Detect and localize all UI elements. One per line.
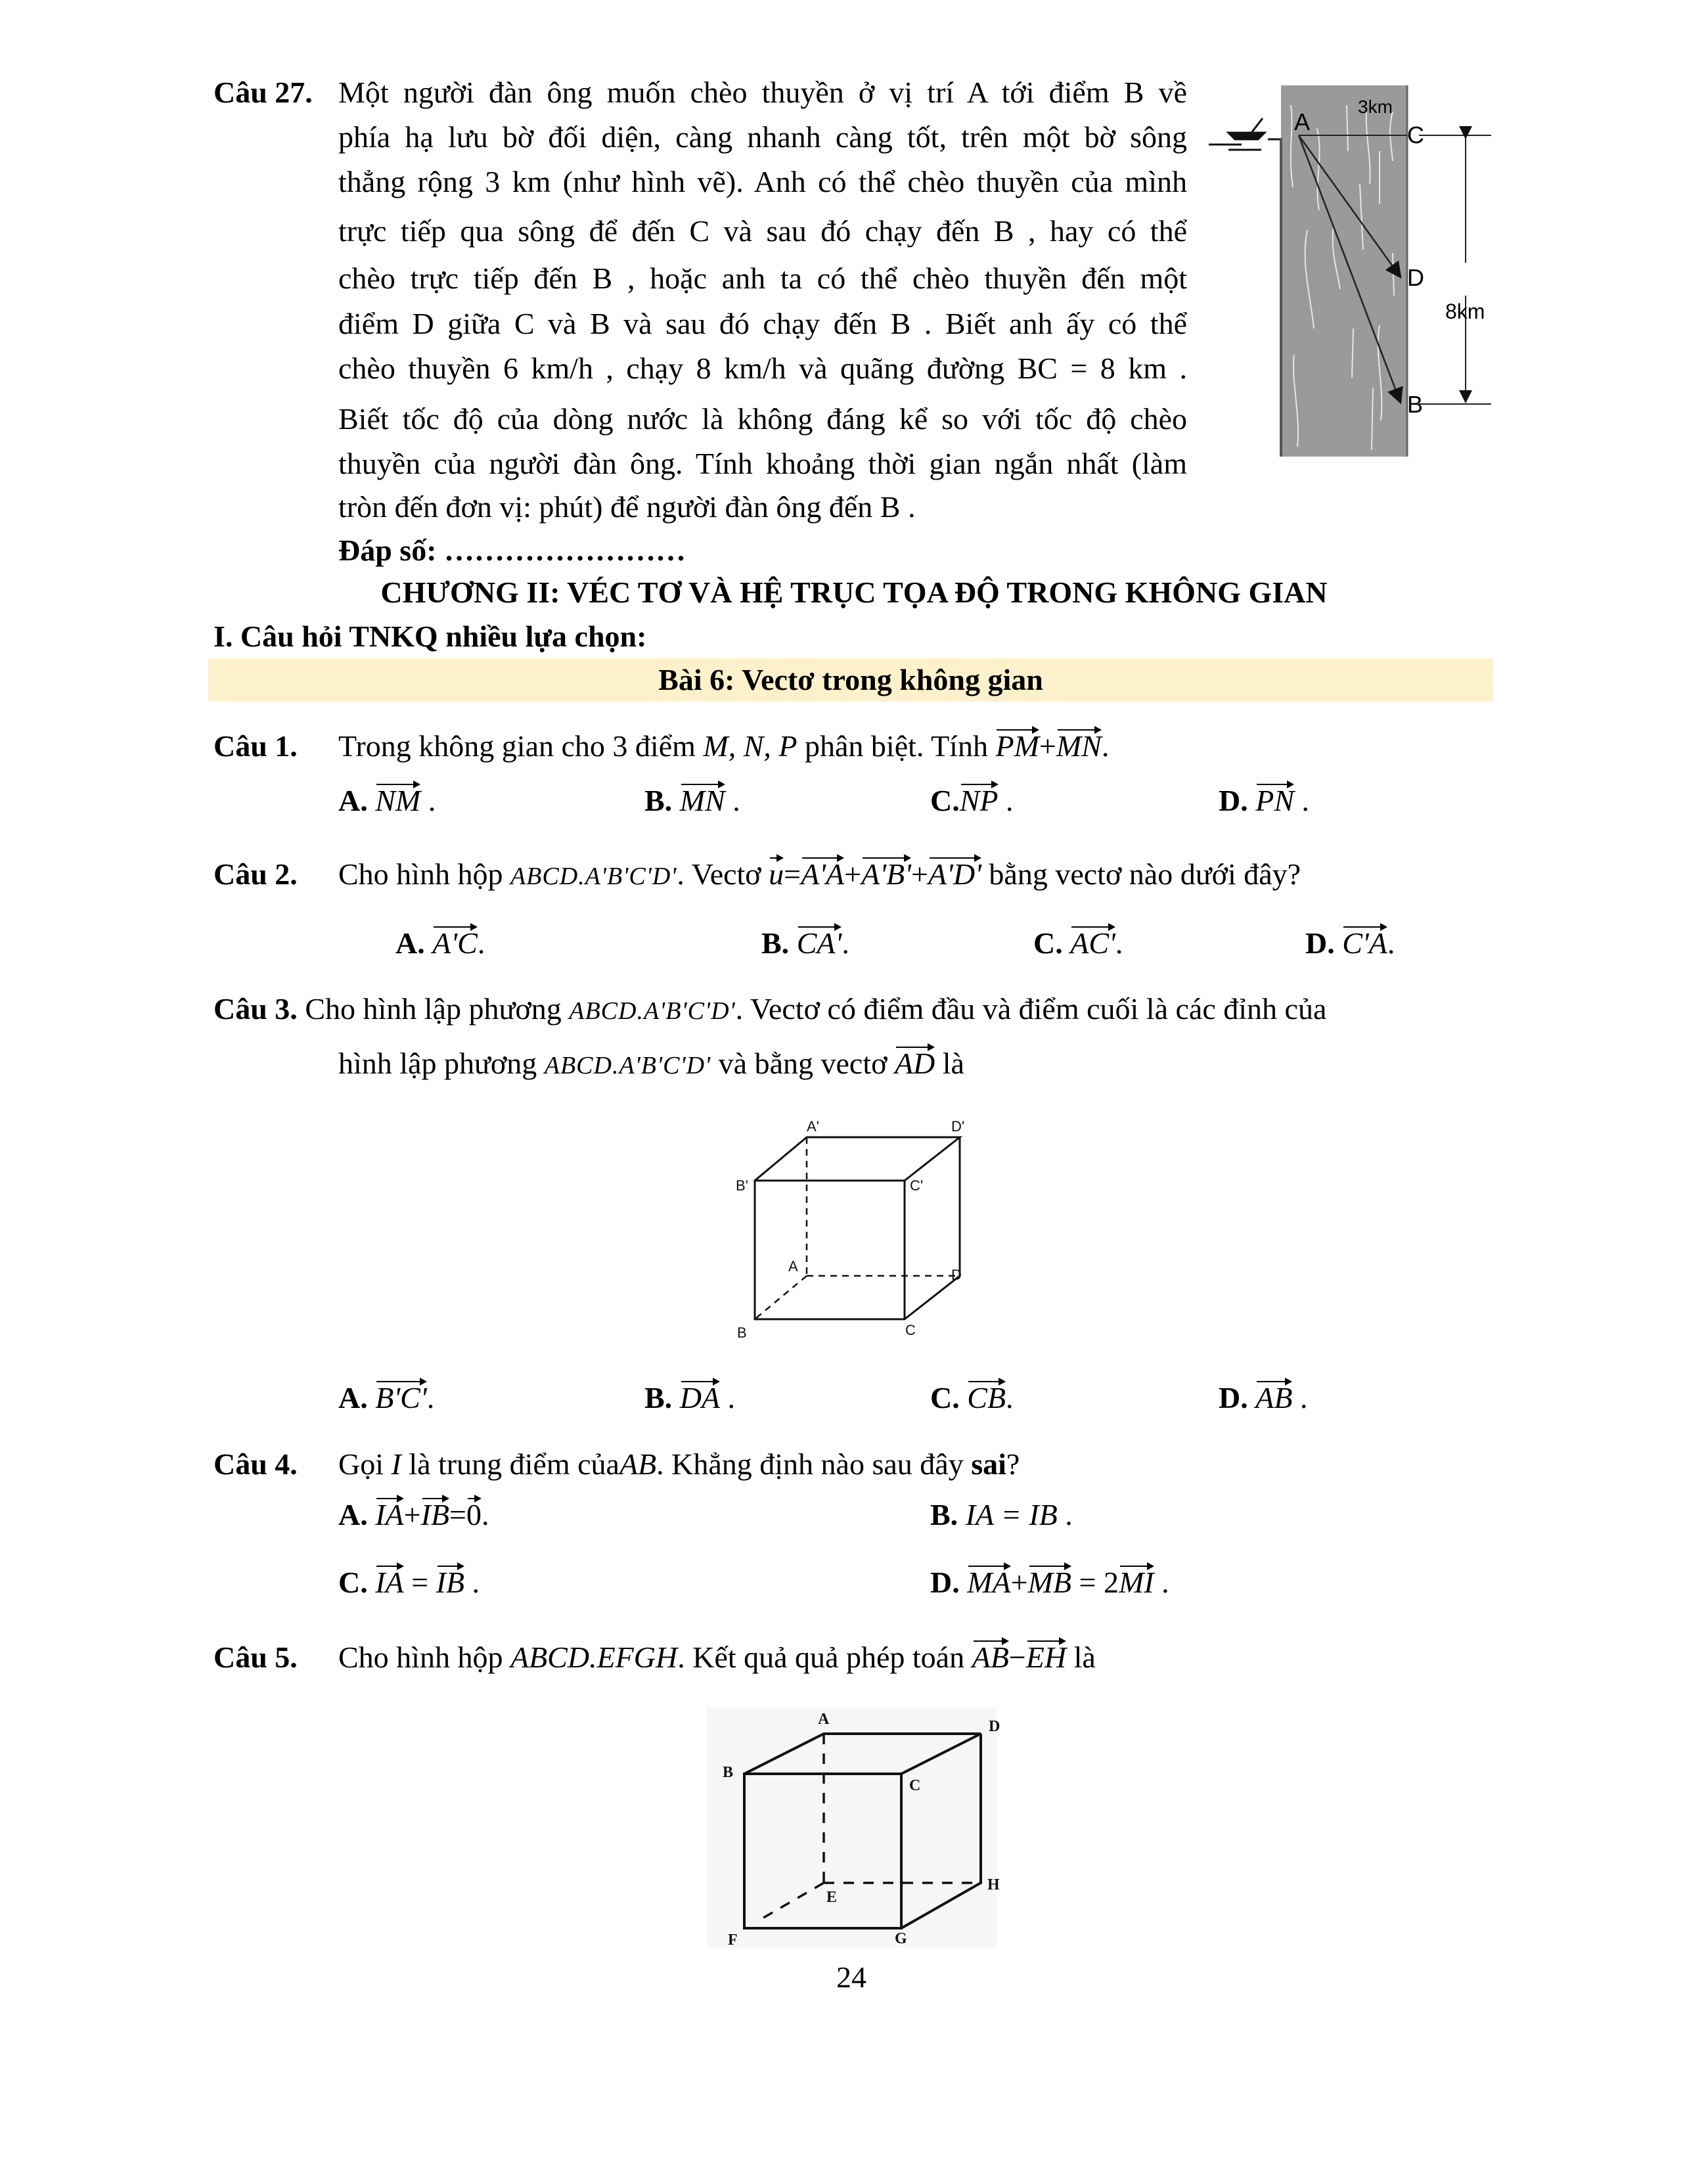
- text: .: [1065, 1498, 1073, 1531]
- shape-name: ABCD.A'B'C'D': [544, 1052, 711, 1079]
- question-27-line: Một người đàn ông muốn chèo thuyền ở vị trí A tới điểm B về: [338, 76, 1187, 109]
- vector: A'D': [928, 855, 981, 894]
- vector: C'A: [1342, 924, 1387, 963]
- text: là: [942, 1047, 964, 1080]
- vector: PN: [1255, 781, 1294, 821]
- text: Cho hình hộp: [338, 857, 503, 891]
- points: M, N, P: [703, 729, 798, 763]
- text: ?: [1006, 1447, 1020, 1481]
- option-d[interactable]: [930, 1563, 1169, 1602]
- vector: DA: [680, 1378, 720, 1418]
- option-letter: B.: [930, 1498, 958, 1531]
- option-letter: C.: [930, 784, 960, 817]
- text: và bằng vectơ: [718, 1047, 888, 1080]
- text: . Vectơ có điểm đầu và điểm cuối là các đỉnh của: [735, 992, 1327, 1026]
- option-d[interactable]: D. C'A.: [1305, 924, 1395, 963]
- vector: AC': [1070, 924, 1115, 963]
- text: . Khẳng định nào sau đây: [656, 1447, 964, 1481]
- question-27-line: phía hạ lưu bờ đối diện, càng nhanh càng tốt, trên một bờ sông: [338, 120, 1187, 154]
- vector: AB: [1255, 1378, 1292, 1418]
- text: .: [1101, 729, 1110, 763]
- question-label: Câu 5.: [214, 1640, 298, 1674]
- option-letter: D.: [1219, 1381, 1248, 1414]
- text: .: [472, 1566, 480, 1599]
- vertex-label: H: [987, 1876, 1000, 1893]
- operator: =: [411, 1566, 429, 1599]
- question-27-line: Biết tốc độ của dòng nước là không đáng kể so với tốc độ chèo: [338, 402, 1187, 436]
- option-d[interactable]: D. AB .: [1219, 1378, 1307, 1418]
- question-3: [214, 989, 1326, 1029]
- shape-name: ABCD.EFGH: [510, 1640, 678, 1674]
- vertex-label: B': [736, 1177, 748, 1194]
- question-label: Câu 4.: [214, 1447, 298, 1481]
- question-27-line: thẳng rộng 3 km (như hình vẽ). Anh có thể chèo thuyền của mình: [338, 165, 1187, 198]
- option-letter: D.: [1219, 784, 1248, 817]
- text: hình lập phương: [338, 1047, 537, 1080]
- question-2: [214, 855, 1301, 894]
- option-a[interactable]: A. A'C.: [395, 924, 485, 963]
- text: . Vectơ: [677, 857, 761, 891]
- text: Cho hình hộp: [338, 1640, 503, 1674]
- text: là: [1073, 1640, 1096, 1674]
- vector: IA: [375, 1495, 403, 1535]
- option-b[interactable]: B. CA'.: [761, 924, 849, 963]
- vector: IB: [421, 1495, 449, 1535]
- operator: =: [449, 1498, 466, 1531]
- operator: =: [784, 857, 801, 891]
- point-d-label: D: [1407, 264, 1424, 291]
- option-letter: C.: [338, 1566, 368, 1599]
- vertex-label: B: [737, 1324, 747, 1341]
- option-a[interactable]: [338, 1495, 489, 1535]
- width-label: 3km: [1358, 97, 1393, 117]
- text: là trung điểm của: [409, 1447, 619, 1481]
- operator: +: [403, 1498, 421, 1531]
- vector: CA': [797, 924, 842, 963]
- vector: MI: [1119, 1563, 1154, 1602]
- shape-name: ABCD.A'B'C'D': [510, 863, 677, 890]
- question-text: [338, 855, 1301, 896]
- boat-icon: [1209, 118, 1280, 150]
- question-5: [214, 1638, 1096, 1677]
- question-3-line-2: [338, 1044, 964, 1083]
- vector: CB: [967, 1378, 1006, 1418]
- question-27-line: trực tiếp qua sông để đến C và sau đó chạy đến B , hay có thể: [338, 214, 1187, 248]
- vertex-label: B: [723, 1764, 734, 1781]
- vector: MA: [967, 1563, 1010, 1602]
- answer-blank: ……………………: [444, 533, 686, 567]
- vector: A'C: [432, 924, 478, 963]
- option-letter: A.: [338, 1381, 368, 1414]
- question-27-line: chèo thuyền 6 km/h , chạy 8 km/h và quãng đường BC = 8 km .: [338, 351, 1187, 385]
- option-letter: D.: [1305, 926, 1335, 960]
- vector: AB: [972, 1638, 1009, 1677]
- question-27-line: tròn đến đơn vị: phút) để người đàn ông đến B .: [338, 490, 916, 524]
- operator: +: [910, 857, 928, 891]
- point-a-label: A: [1294, 108, 1311, 135]
- vertex-label: C: [905, 1322, 916, 1338]
- vector: NP: [960, 781, 999, 821]
- text: Cho hình lập phương: [305, 992, 562, 1026]
- option-a[interactable]: A. B'C'.: [338, 1378, 434, 1418]
- option-c[interactable]: C. CB.: [930, 1378, 1014, 1418]
- option-letter: A.: [395, 926, 425, 960]
- vector: AD: [895, 1044, 935, 1083]
- point: I: [391, 1447, 401, 1481]
- option-letter: A.: [338, 1498, 368, 1531]
- vertex-label: A: [818, 1711, 830, 1728]
- section-title: I. Câu hỏi TNKQ nhiều lựa chọn:: [214, 620, 647, 653]
- vertex-label: G: [895, 1930, 907, 1947]
- zero-vector: 0: [466, 1495, 482, 1535]
- option-d[interactable]: D. PN .: [1219, 781, 1309, 821]
- emphasis: sai: [971, 1447, 1006, 1481]
- option-c[interactable]: [338, 1563, 480, 1602]
- text: Gọi: [338, 1447, 384, 1481]
- operator: +: [1039, 729, 1056, 763]
- vector: EH: [1026, 1638, 1066, 1677]
- option-a[interactable]: A. NM .: [338, 781, 436, 821]
- operator: +: [1010, 1566, 1028, 1599]
- vector: MN: [680, 781, 725, 821]
- vertex-label: D: [989, 1718, 1000, 1735]
- option-c[interactable]: C. AC'.: [1033, 924, 1123, 963]
- cube-figure-1: [723, 1110, 985, 1353]
- question-text: [338, 1445, 1020, 1484]
- vertex-label: A: [788, 1258, 798, 1275]
- vertex-label: D: [951, 1267, 962, 1283]
- question-label: Câu 3.: [214, 992, 298, 1026]
- vector: IB: [436, 1563, 464, 1602]
- question-27-line: chèo trực tiếp đến B , hoặc anh ta có thể chèo thuyền đến một: [338, 261, 1187, 295]
- equation: IA = IB: [965, 1498, 1058, 1531]
- option-letter: D.: [930, 1566, 960, 1599]
- point-c-label: C: [1407, 122, 1424, 148]
- vector: MB: [1028, 1563, 1071, 1602]
- vector: A'B': [861, 855, 911, 894]
- operator: = 2: [1079, 1566, 1119, 1599]
- segment: AB: [619, 1447, 657, 1481]
- cube-figure-2: [707, 1707, 1000, 1949]
- question-text: [338, 727, 1109, 766]
- operator: +: [844, 857, 862, 891]
- vertex-label: A': [807, 1118, 819, 1135]
- vector: IA: [375, 1563, 403, 1602]
- question-1: [214, 727, 1110, 766]
- vector: B'C': [375, 1378, 426, 1418]
- option-b[interactable]: B. MN .: [644, 781, 740, 821]
- vector: MN: [1056, 727, 1102, 766]
- option-letter: C.: [1033, 926, 1063, 960]
- vertex-label: C: [909, 1777, 921, 1794]
- question-label: Câu 1.: [214, 729, 298, 763]
- option-letter: A.: [338, 784, 368, 817]
- length-label: 8km: [1445, 300, 1485, 323]
- vertex-label: F: [728, 1931, 738, 1949]
- text: bằng vectơ nào dưới đây?: [989, 857, 1301, 891]
- option-letter: C.: [930, 1381, 960, 1414]
- operator: −: [1008, 1640, 1026, 1674]
- river-figure: [1202, 79, 1491, 466]
- option-letter: B.: [644, 1381, 673, 1414]
- answer-label: Đáp số:: [338, 533, 437, 567]
- page-number: 24: [836, 1960, 866, 1994]
- chapter-title: CHƯƠNG II: VÉC TƠ VÀ HỆ TRỤC TỌA ĐỘ TRONG KHÔNG GIAN: [380, 576, 1328, 609]
- vertex-label: E: [826, 1889, 838, 1906]
- text: phân biệt. Tính: [805, 729, 988, 763]
- option-letter: B.: [644, 784, 673, 817]
- question-text: [338, 1638, 1096, 1677]
- text: .: [481, 1498, 489, 1531]
- option-b[interactable]: B. DA .: [644, 1378, 735, 1418]
- text: . Kết quả quả phép toán: [677, 1640, 965, 1674]
- lesson-title: Bài 6: Vectơ trong không gian: [658, 663, 1043, 696]
- option-b[interactable]: [930, 1495, 1073, 1535]
- option-letter: B.: [761, 926, 790, 960]
- vertex-label: D': [951, 1118, 965, 1135]
- text: Trong không gian cho 3 điểm: [338, 729, 696, 763]
- shape-name: ABCD.A'B'C'D': [569, 997, 736, 1025]
- question-27-line: thuyền của người đàn ông. Tính khoảng thời gian ngắn nhất (làm: [338, 447, 1187, 480]
- vertex-label: C': [910, 1177, 924, 1194]
- vector: u: [769, 855, 784, 894]
- question-4: [214, 1445, 1020, 1484]
- question-27-label: Câu 27.: [214, 76, 313, 109]
- vector: NM: [375, 781, 420, 821]
- vector: A'A: [801, 855, 844, 894]
- answer-line: [338, 531, 686, 570]
- option-c[interactable]: C.NP .: [930, 781, 1014, 821]
- vector: PM: [995, 727, 1039, 766]
- river: [1281, 85, 1407, 457]
- text: .: [1161, 1566, 1169, 1599]
- point-b-label: B: [1407, 391, 1424, 418]
- question-27-line: điểm D giữa C và B và sau đó chạy đến B . Biết anh ấy có thể: [338, 307, 1187, 340]
- question-label: Câu 2.: [214, 857, 298, 891]
